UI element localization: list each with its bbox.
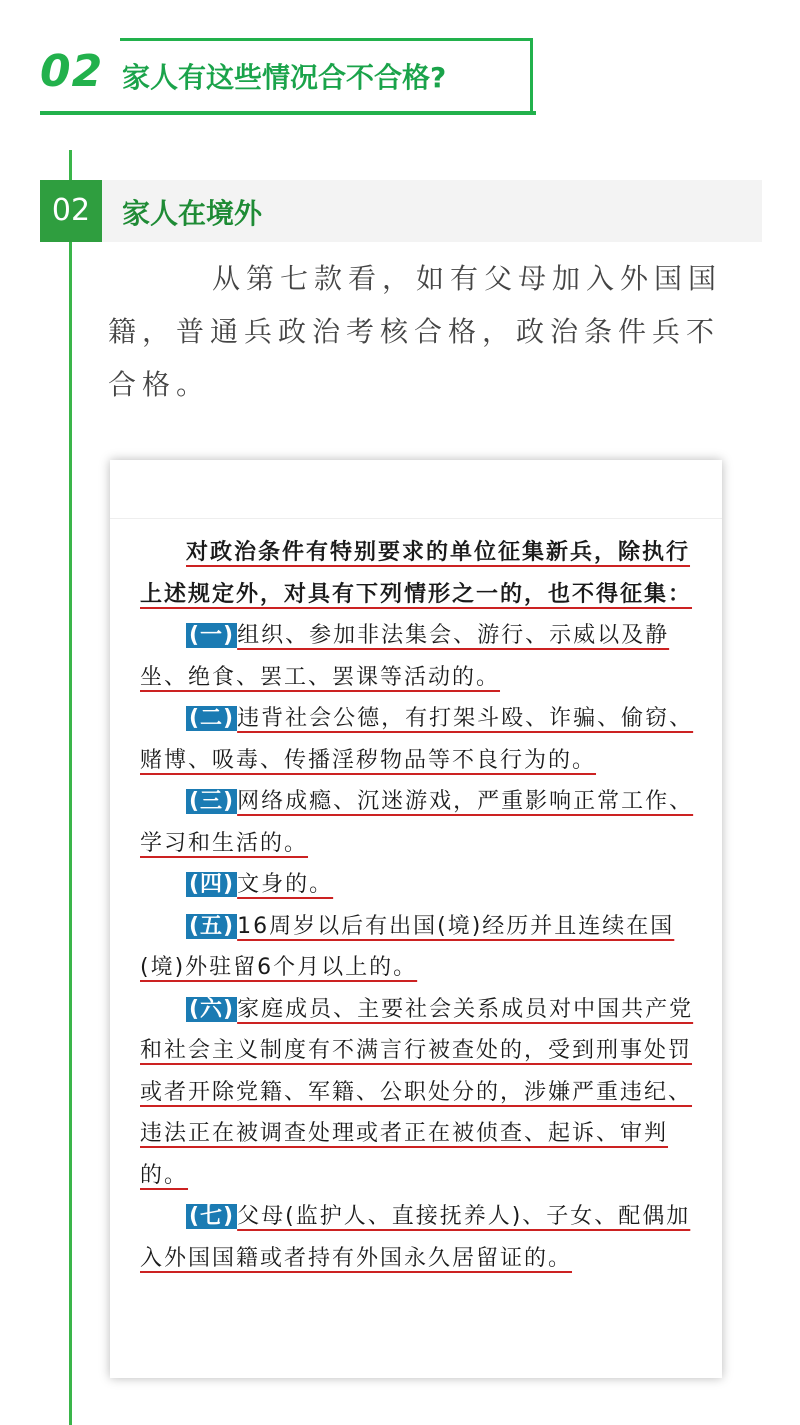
item-tag: (三) <box>186 789 237 814</box>
item-text: 组织、参加非法集会、游行、示威以及静坐、绝食、罢工、罢课等活动的。 <box>140 623 670 690</box>
item-tag: (五) <box>186 914 237 939</box>
header-number: 02 <box>40 46 104 97</box>
title-underline <box>40 111 536 115</box>
regulation-text <box>140 532 696 1279</box>
list-item <box>140 698 696 781</box>
lead-text: 对政治条件有特别要求的单位征集新兵，除执行上述规定外，对具有下列情形之一的，也不得征集： <box>140 540 693 607</box>
item-text: 父母(监护人、直接抚养人)、子女、配偶加入外国国籍或者持有外国永久居留证的。 <box>140 1204 691 1271</box>
header-title: 家人有这些情况合不合格? <box>122 61 447 94</box>
timeline-line <box>69 150 72 1425</box>
item-text: 文身的。 <box>237 872 334 897</box>
list-item <box>140 1196 696 1279</box>
item-tag: (四) <box>186 872 237 897</box>
list-item <box>140 906 696 989</box>
item-tag: (六) <box>186 997 237 1022</box>
item-text: 违背社会公德，有打架斗殴、诈骗、偷窃、赌博、吸毒、传播淫秽物品等不良行为的。 <box>140 706 694 773</box>
card-divider <box>110 518 722 519</box>
item-text: 网络成瘾、沉迷游戏，严重影响正常工作、学习和生活的。 <box>140 789 694 856</box>
item-text: 家庭成员、主要社会关系成员对中国共产党和社会主义制度有不满言行被查处的，受到刑事处罚或者开除党籍、军籍、公职处分的，涉嫌严重违纪、违法正在被调查处理或者正在被侦查、起诉、审判的。 <box>140 996 694 1188</box>
list-item <box>140 864 696 906</box>
lead-paragraph <box>140 532 696 615</box>
intro-paragraph: 从第七款看，如有父母加入外国国籍，普通兵政治考核合格，政治条件兵不合格。 <box>108 262 723 401</box>
list-item <box>140 989 696 1197</box>
item-tag: (一) <box>186 623 237 648</box>
list-item <box>140 781 696 864</box>
section-title: 家人在境外 <box>122 197 263 230</box>
item-tag: (二) <box>186 706 237 731</box>
section-number: 02 <box>40 180 102 242</box>
section-header <box>40 180 762 242</box>
header-title-block <box>40 38 530 114</box>
item-text: 16周岁以后有出国(境)经历并且连续在国(境)外驻留6个月以上的。 <box>140 913 675 980</box>
item-tag: (七) <box>186 1204 237 1229</box>
regulation-excerpt-card <box>110 460 722 1378</box>
list-item <box>140 615 696 698</box>
